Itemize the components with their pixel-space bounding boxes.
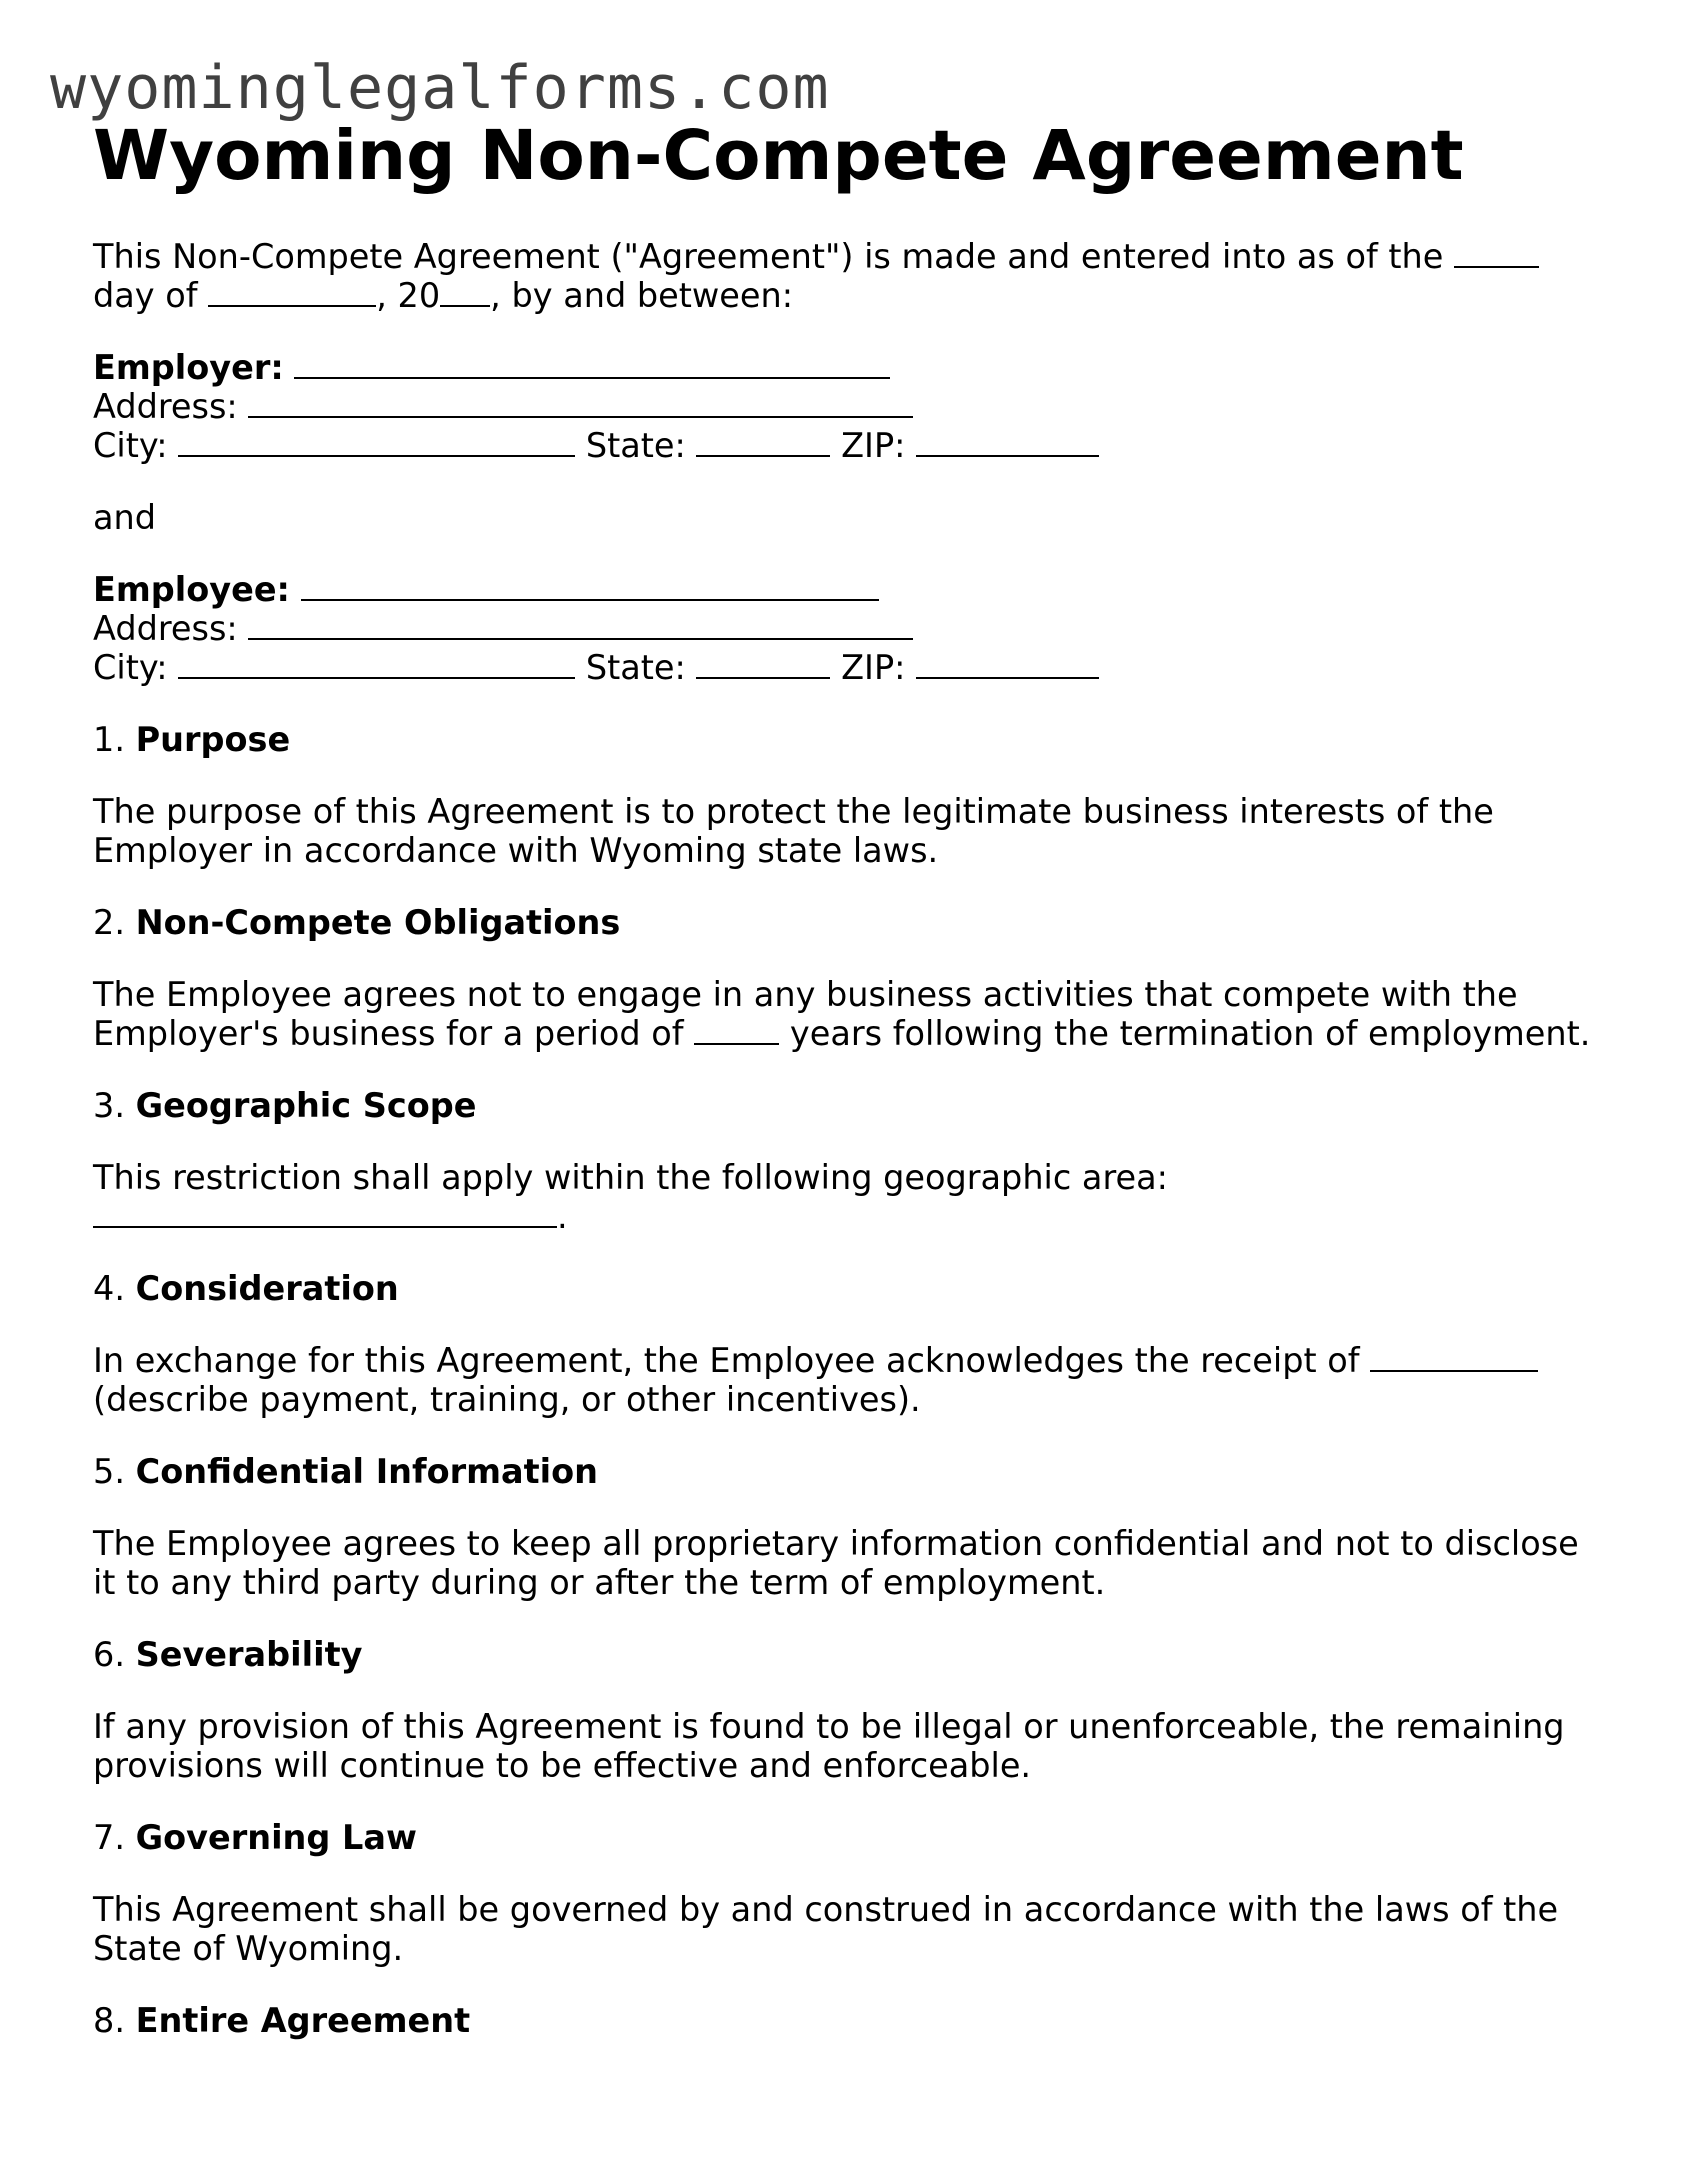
section-body: The purpose of this Agreement is to protect the legitimate business interests of the Employer in accordance with Wyoming state laws.	[93, 792, 1494, 870]
section-body: If any provision of this Agreement is found to be illegal or unenforceable, the remaining provisions will continue to be effective and enforceable.	[93, 1707, 1565, 1785]
section-heading: 2. Non-Compete Obligations	[93, 903, 621, 942]
employee-zip-label: ZIP:	[841, 648, 906, 687]
document-page	[93, 115, 1603, 2040]
section-heading: 6. Severability	[93, 1635, 363, 1674]
years-field[interactable]	[694, 1015, 779, 1045]
employer-address-label: Address:	[93, 387, 238, 426]
section-heading: 5. Confidential Information	[93, 1452, 599, 1491]
employer-zip-label: ZIP:	[841, 426, 906, 465]
section-heading: 4. Consideration	[93, 1269, 399, 1308]
geographic-area-field[interactable]	[93, 1198, 557, 1228]
day-field[interactable]	[1454, 238, 1539, 268]
month-field[interactable]	[208, 277, 376, 307]
section-body: The Employee agrees not to engage in any business activities that compete with the Employer's business for a period of years following the termination of employment.	[93, 975, 1591, 1053]
employer-address-field[interactable]	[248, 388, 913, 418]
employer-name-field[interactable]	[294, 349, 890, 379]
section-body: This Agreement shall be governed by and construed in accordance with the laws of the State of Wyoming.	[93, 1890, 1559, 1968]
document-title: Wyoming Non-Compete Agreement	[93, 116, 1464, 196]
employee-state-label: State:	[585, 648, 686, 687]
section-heading: 3. Geographic Scope	[93, 1086, 477, 1125]
employee-zip-field[interactable]	[916, 649, 1099, 679]
section-heading: 7. Governing Law	[93, 1818, 417, 1857]
year-field[interactable]	[440, 277, 490, 307]
employee-name-field[interactable]	[301, 571, 879, 601]
intro-paragraph: This Non-Compete Agreement ("Agreement") is made and entered into as of the day of , 20 , by and between:	[93, 237, 1603, 315]
site-watermark: wyominglegalforms.com	[50, 53, 830, 123]
section-heading: 8. Entire Agreement	[93, 2001, 471, 2040]
consideration-field[interactable]	[1370, 1342, 1538, 1372]
section-body: The Employee agrees to keep all proprietary information confidential and not to disclose it to any third party during or after the term of employment.	[93, 1524, 1579, 1602]
section-heading: 1. Purpose	[93, 720, 291, 759]
section-body: In exchange for this Agreement, the Employee acknowledges the receipt of (describe payment, training, or other incentives).	[93, 1341, 1603, 1419]
section-body: This restriction shall apply within the following geographic area: .	[93, 1158, 1168, 1236]
employee-address-field[interactable]	[248, 610, 913, 640]
and-text: and	[93, 498, 157, 537]
employee-state-field[interactable]	[696, 649, 830, 679]
employer-city-field[interactable]	[178, 427, 575, 457]
employee-block	[93, 570, 1603, 687]
employer-city-label: City:	[93, 426, 168, 465]
employee-address-label: Address:	[93, 609, 238, 648]
employee-label: Employee:	[93, 570, 290, 609]
employer-state-label: State:	[585, 426, 686, 465]
employer-state-field[interactable]	[696, 427, 830, 457]
employer-zip-field[interactable]	[916, 427, 1099, 457]
employer-block	[93, 348, 1603, 465]
employee-city-field[interactable]	[178, 649, 575, 679]
employer-label: Employer:	[93, 348, 284, 387]
employee-city-label: City:	[93, 648, 168, 687]
